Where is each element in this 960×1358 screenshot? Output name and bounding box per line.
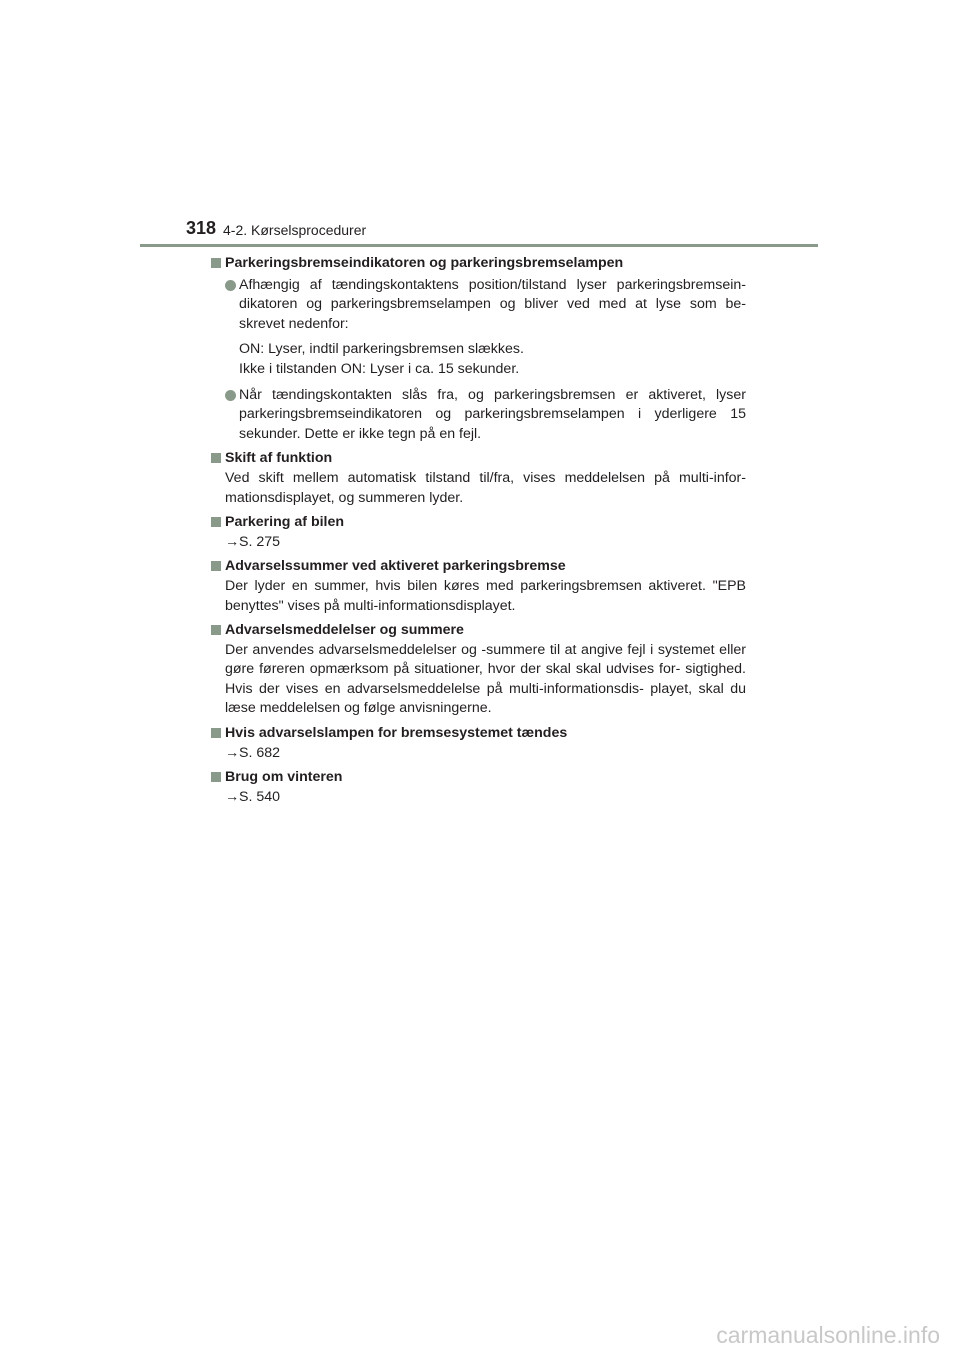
round-bullet-icon: [225, 390, 236, 401]
section-body: Der lyder en summer, hvis bilen køres med parkeringsbremsen aktiveret. "EPB benyttes" vises på multi-informationsdisplayet.: [225, 577, 746, 614]
section-winter-use: [210, 768, 746, 807]
page-number: 318: [186, 218, 217, 238]
page-reference[interactable]: →S. 682: [210, 744, 746, 764]
section-body: Ved skift mellem automatisk tilstand til/fra, vises meddelelsen på multi-infor- mationsdisplayet, og summeren lyder.: [225, 469, 746, 506]
section-parking: [210, 513, 746, 552]
section-heading: Hvis advarselslampen for bremsesystemet tændes: [210, 724, 746, 744]
square-bullet-icon: [211, 625, 221, 635]
section-warning-messages: [210, 621, 746, 719]
sub-line: Ikke i tilstanden ON: Lyser i ca. 15 sekunder.: [239, 360, 520, 377]
footer-watermark: carmanualsonline.info: [716, 1322, 940, 1348]
section-warning-buzzer: [210, 557, 746, 616]
square-bullet-icon: [211, 728, 221, 738]
section-body: Der anvendes advarselsmeddelelser og -summere til at angive fejl i systemet eller gøre føreren opmærksom på situationer, hvor der skal skal udvises for- sigtighed. Hvis der vises en advarselsmeddelelse på multi-informationsdis- playet, skal du læse meddelelsen og følge anvisningerne.: [225, 641, 746, 717]
section-heading: Parkering af bilen: [210, 513, 746, 533]
section-brake-warning-light: [210, 724, 746, 763]
section-heading: Advarselsmeddelelser og summere: [210, 621, 746, 641]
arrow-right-icon: →: [225, 533, 240, 550]
square-bullet-icon: [211, 258, 221, 268]
list-item: Når tændingskontakten slås fra, og parkeringsbremsen er aktiveret, lyser parkeringsbremseindikatoren og parkeringsbremselampen i yderligere 15 sekunder. Dette er ikke tegn på en fejl.: [210, 386, 746, 445]
section-heading: Brug om vinteren: [210, 768, 746, 788]
square-bullet-icon: [211, 772, 221, 782]
square-bullet-icon: [211, 517, 221, 527]
page-reference[interactable]: →S. 275: [210, 533, 746, 553]
square-bullet-icon: [211, 561, 221, 571]
section-parking-brake-indicator: [210, 254, 746, 444]
section-heading: Parkeringsbremseindikatoren og parkeringsbremselampen: [210, 254, 746, 274]
section-heading: Advarselssummer ved aktiveret parkeringsbremse: [210, 557, 746, 577]
content: [210, 254, 746, 812]
page-reference[interactable]: →S. 540: [210, 788, 746, 808]
square-bullet-icon: [211, 453, 221, 463]
section-heading: Skift af funktion: [210, 449, 746, 469]
arrow-right-icon: →: [225, 744, 240, 761]
sub-line: ON: Lyser, indtil parkeringsbremsen slækkes.: [239, 341, 524, 358]
header-rule: [140, 244, 818, 247]
section-function-switch: [210, 449, 746, 508]
section-title: 4-2. Kørselsprocedurer: [223, 222, 367, 238]
arrow-right-icon: →: [225, 788, 240, 805]
list-item: Afhængig af tændingskontaktens position/tilstand lyser parkeringsbremsein- dikatoren og parkeringsbremselampen og bliver ved med at lyse som be- skrevet nedenfor:: [210, 276, 746, 335]
round-bullet-icon: [225, 280, 236, 291]
